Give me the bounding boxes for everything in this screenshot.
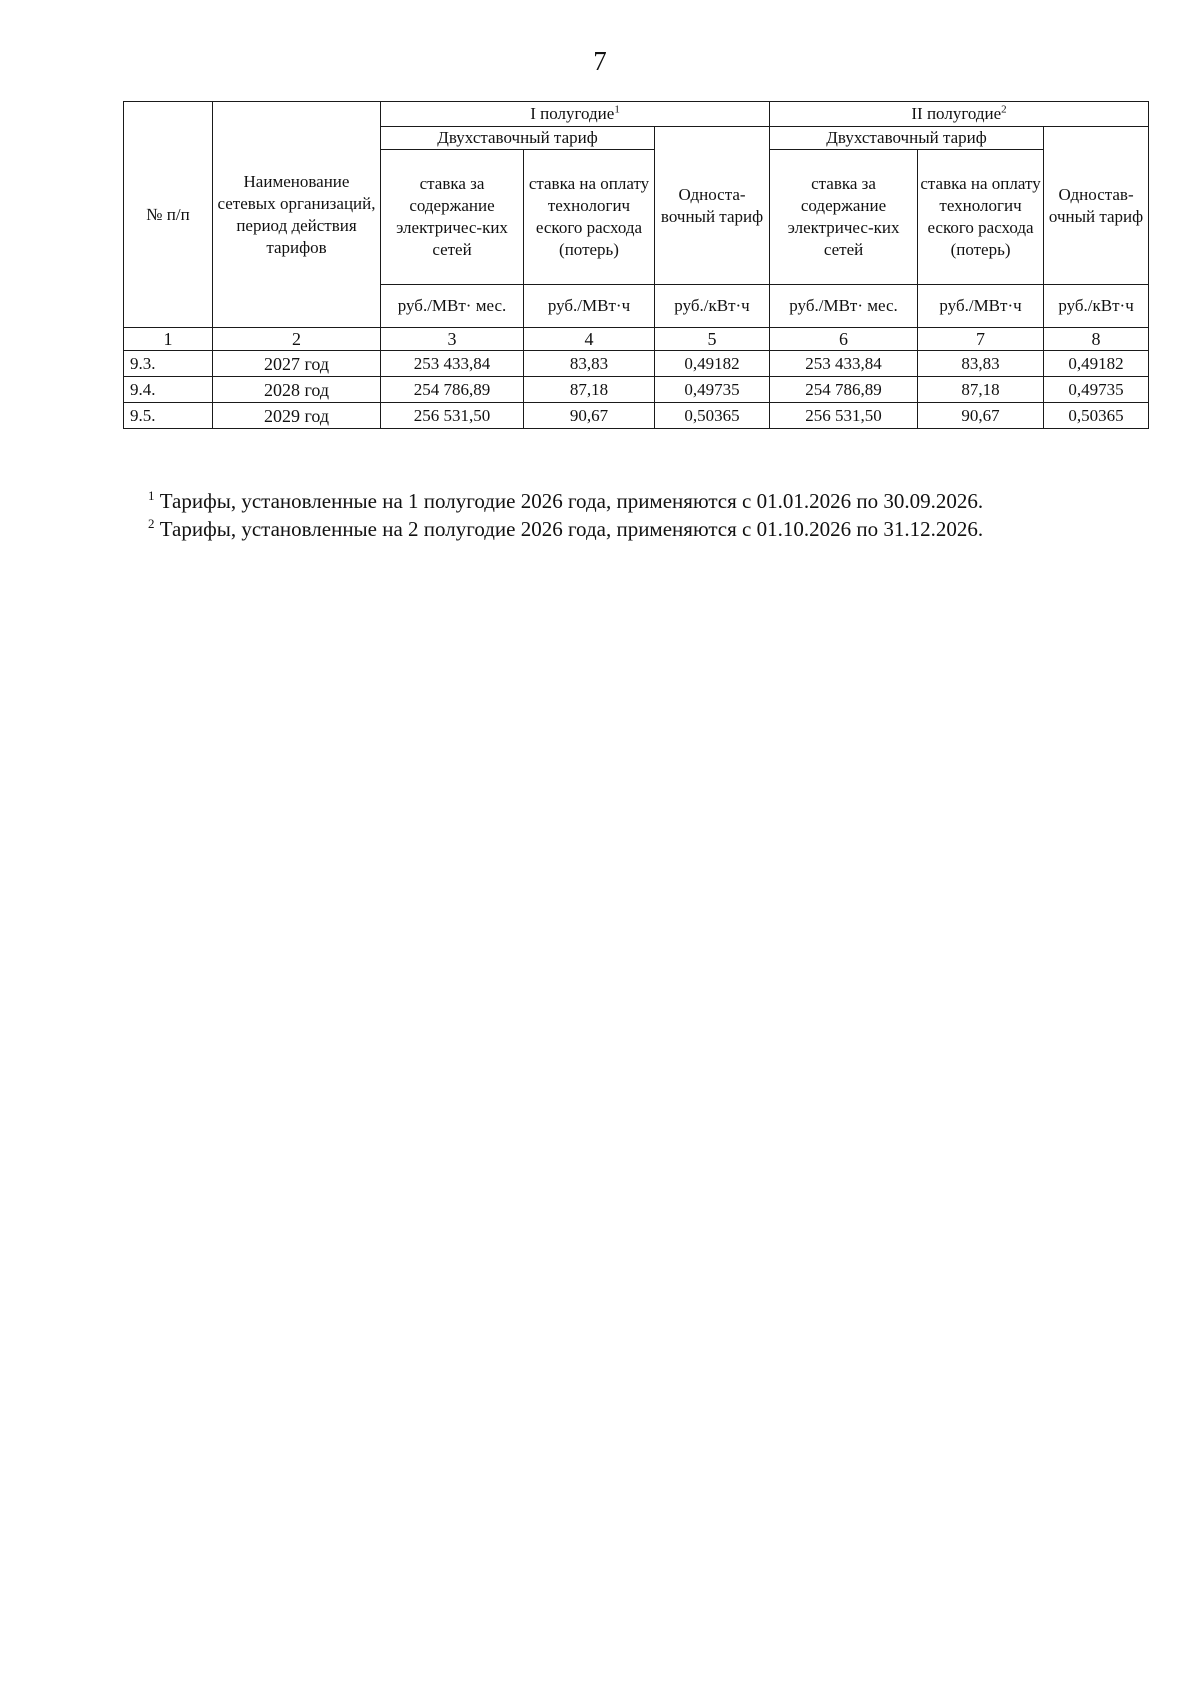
header-num: № п/п xyxy=(124,102,213,328)
column-index: 1 xyxy=(124,328,213,351)
cell-rate-content-2: 253 433,84 xyxy=(770,351,918,377)
header-rate-content-1: ставка за содержание электричес-ких сетей xyxy=(381,150,524,285)
cell-rate-loss-1: 87,18 xyxy=(524,377,655,403)
cell-single-rate-1: 0,49735 xyxy=(655,377,770,403)
cell-single-rate-2: 0,49182 xyxy=(1044,351,1149,377)
unit-col-8: руб./кВт·ч xyxy=(1044,285,1149,328)
column-index: 6 xyxy=(770,328,918,351)
row-period: 2027 год xyxy=(213,351,381,377)
column-index: 2 xyxy=(213,328,381,351)
header-half-2: II полугодие$^2$ xyxy=(770,102,1149,127)
footnote-2 xyxy=(148,515,1158,543)
cell-rate-content-2: 256 531,50 xyxy=(770,403,918,429)
header-two-rate-2: Двухставочный тариф xyxy=(770,127,1044,150)
table-row xyxy=(124,377,1149,403)
footnote-text: Тарифы, установленные на 1 полугодие 2026 года, применяются с 01.01.2026 по 30.09.2026. xyxy=(159,489,984,513)
tariff-table xyxy=(123,101,1149,429)
footnote-mark: 2 xyxy=(148,516,155,531)
cell-rate-loss-1: 90,67 xyxy=(524,403,655,429)
header-rate-loss-2: ставка на оплату технологич еского расхода (потерь) xyxy=(918,150,1044,285)
column-index: 8 xyxy=(1044,328,1149,351)
footnote-text: Тарифы, установленные на 2 полугодие 2026 года, применяются с 01.10.2026 по 31.12.2026. xyxy=(159,517,984,541)
row-num: 9.4. xyxy=(124,377,213,403)
cell-rate-loss-1: 83,83 xyxy=(524,351,655,377)
header-rate-content-2: ставка за содержание электричес-ких сетей xyxy=(770,150,918,285)
footnotes xyxy=(148,487,1158,543)
cell-single-rate-2: 0,49735 xyxy=(1044,377,1149,403)
header-two-rate-1: Двухставочный тариф xyxy=(381,127,655,150)
unit-col-5: руб./кВт·ч xyxy=(655,285,770,328)
header-single-rate-1: Односта-вочный тариф xyxy=(655,127,770,285)
cell-rate-loss-2: 83,83 xyxy=(918,351,1044,377)
footnote-1 xyxy=(148,487,1158,515)
cell-rate-content-1: 253 433,84 xyxy=(381,351,524,377)
column-index: 7 xyxy=(918,328,1044,351)
unit-col-7: руб./МВт·ч xyxy=(918,285,1044,328)
table-row xyxy=(124,403,1149,429)
cell-single-rate-2: 0,50365 xyxy=(1044,403,1149,429)
cell-single-rate-1: 0,50365 xyxy=(655,403,770,429)
unit-col-3: руб./МВт· мес. xyxy=(381,285,524,328)
column-index: 4 xyxy=(524,328,655,351)
page-number: 7 xyxy=(593,46,607,76)
table-row xyxy=(124,351,1149,377)
header-half-1: I полугодие$^1$ xyxy=(381,102,770,127)
row-period: 2028 год xyxy=(213,377,381,403)
row-period: 2029 год xyxy=(213,403,381,429)
column-index: 5 xyxy=(655,328,770,351)
cell-rate-content-1: 254 786,89 xyxy=(381,377,524,403)
column-index: 3 xyxy=(381,328,524,351)
cell-single-rate-1: 0,49182 xyxy=(655,351,770,377)
unit-col-4: руб./МВт·ч xyxy=(524,285,655,328)
column-index-row xyxy=(124,328,1149,351)
row-num: 9.3. xyxy=(124,351,213,377)
row-num: 9.5. xyxy=(124,403,213,429)
unit-col-6: руб./МВт· мес. xyxy=(770,285,918,328)
cell-rate-content-1: 256 531,50 xyxy=(381,403,524,429)
cell-rate-content-2: 254 786,89 xyxy=(770,377,918,403)
header-single-rate-2: Одностав-очный тариф xyxy=(1044,127,1149,285)
header-rate-loss-1: ставка на оплату технологич еского расхода (потерь) xyxy=(524,150,655,285)
cell-rate-loss-2: 90,67 xyxy=(918,403,1044,429)
cell-rate-loss-2: 87,18 xyxy=(918,377,1044,403)
footnote-mark: 1 xyxy=(148,488,155,503)
header-org-name: Наименование сетевых организаций, период действия тарифов xyxy=(213,102,381,328)
